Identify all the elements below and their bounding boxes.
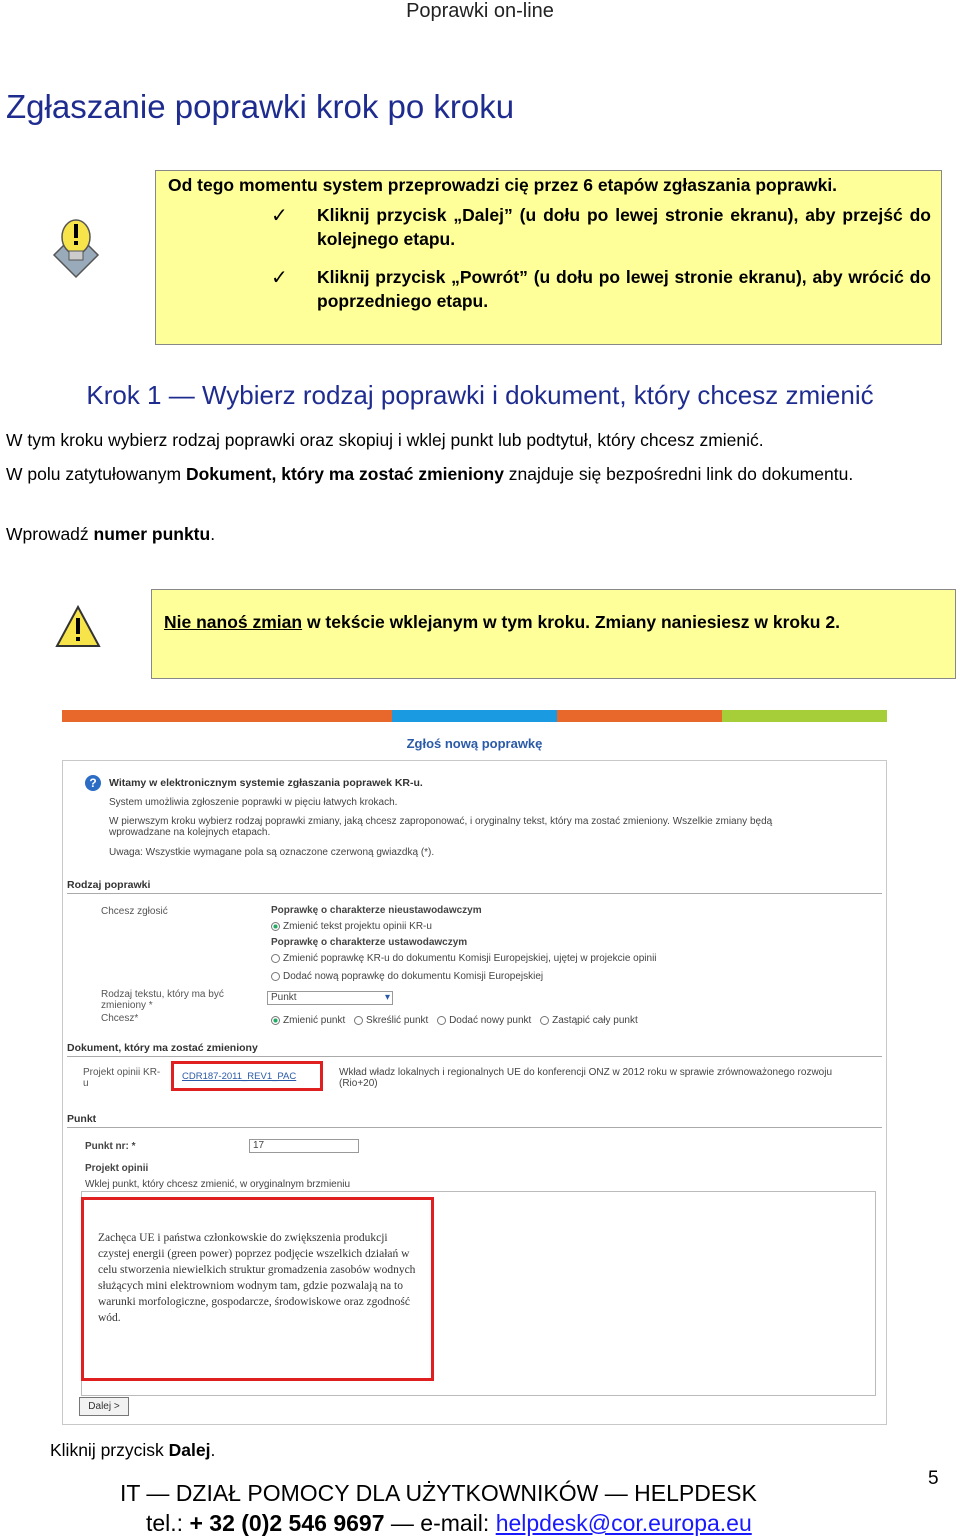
radio-label: Dodać nową poprawkę do dokumentu Komisji Europejskiej xyxy=(283,971,544,982)
page-number: 5 xyxy=(928,1468,939,1489)
welcome-line: W pierwszym kroku wybierz rodzaj poprawki zmiany, jaką chcesz zaproponować, i oryginalny tekst, który ma zostać zmieniony. Wszelkie zmiany będą wprowadzane na kolejnych etapach. xyxy=(109,816,773,838)
radio-button[interactable] xyxy=(354,1016,363,1025)
text: tel.: xyxy=(146,1510,190,1536)
bar-segment xyxy=(557,710,722,722)
caption xyxy=(50,1440,215,1461)
phone-number: + 32 (0)2 546 9697 xyxy=(189,1510,385,1536)
field-label: Rodzaj tekstu, który ma być zmieniony * xyxy=(101,989,224,1011)
step-heading: Krok 1 — Wybierz rodzaj poprawki i dokument, który chcesz zmienić xyxy=(86,380,874,410)
paragraph-number xyxy=(6,522,942,546)
field-label: Chcesz* xyxy=(101,1013,139,1024)
warning-icon xyxy=(55,604,101,650)
radio-label: Zmienić tekst projektu opinii KR-u xyxy=(283,921,432,932)
bar-segment xyxy=(62,710,227,722)
text: — e-mail: xyxy=(384,1510,496,1536)
radio-label: Zmienić punkt xyxy=(283,1015,346,1026)
paste-hint: Wklej punkt, który chcesz zmienić, w oryginalnym brzmieniu xyxy=(85,1179,351,1190)
radio-label: Zmienić poprawkę KR-u do dokumentu Komisji Europejskiej, ujętej w projekcie opinii xyxy=(283,953,657,964)
text: Wprowadź xyxy=(6,524,94,544)
radio-button[interactable] xyxy=(271,972,280,981)
radio-button[interactable] xyxy=(540,1016,549,1025)
radio-label: Zastąpić cały punkt xyxy=(552,1015,638,1026)
radio-button[interactable] xyxy=(437,1016,446,1025)
welcome-line: System umożliwia zgłoszenie poprawki w pięciu łatwych krokach. xyxy=(109,797,398,808)
document-description: Wkład władz lokalnych i regionalnych UE do konferencji ONZ w 2012 roku w sprawie zrównoważonego rozwoju (Rio+20) xyxy=(339,1067,833,1089)
bold-text: Dokument, który ma zostać zmieniony xyxy=(185,464,504,484)
warning-note xyxy=(151,589,956,679)
text: W polu zatytułowanym xyxy=(6,464,186,484)
checkmark-icon: ✓ xyxy=(271,267,288,289)
bold-text: Dalej xyxy=(168,1440,211,1460)
section-point: Punkt xyxy=(67,1113,882,1128)
text-type-select[interactable] xyxy=(267,991,393,1005)
info-note xyxy=(155,170,942,345)
text: Kliknij przycisk xyxy=(50,1440,169,1460)
section-document: Dokument, który ma zostać zmieniony xyxy=(67,1042,882,1057)
pasted-text-highlight[interactable] xyxy=(81,1197,434,1381)
note-item-next xyxy=(271,203,931,251)
radio-label: Skreślić punkt xyxy=(366,1015,429,1026)
radio-button[interactable] xyxy=(271,1016,280,1025)
paragraph-document xyxy=(6,462,942,486)
page-header: Poprawki on-line xyxy=(406,0,554,22)
note-item-back xyxy=(271,265,931,313)
help-icon: ? xyxy=(85,775,101,791)
text: . xyxy=(210,1440,216,1460)
note-intro: Od tego momentu system przeprowadzi cię przez 6 etapów zgłaszania poprawki. xyxy=(168,175,838,195)
next-button[interactable]: Dalej > xyxy=(79,1397,129,1416)
radio-button[interactable] xyxy=(271,954,280,963)
point-number-input[interactable]: 17 xyxy=(249,1139,359,1153)
radio-label: Dodać nowy punkt xyxy=(449,1015,532,1026)
footer-line: IT — DZIAŁ POMOCY DLA UŻYTKOWNIKÓW — HELPDESK xyxy=(120,1480,757,1506)
text: w tekście wklejanym w tym kroku. Zmiany naniesiesz w kroku 2. xyxy=(302,612,840,632)
chevron-down-icon: ▾ xyxy=(384,992,390,1003)
checkmark-icon: ✓ xyxy=(271,205,288,227)
bold-text: numer punktu xyxy=(93,524,211,544)
radio-button[interactable] xyxy=(271,922,280,931)
tip-lightbulb-icon xyxy=(50,215,102,287)
option-group-heading: Poprawkę o charakterze ustawodawczym xyxy=(271,937,468,948)
section-amendment-type: Rodzaj poprawki xyxy=(67,879,882,894)
paragraph-step: W tym kroku wybierz rodzaj poprawki oraz skopiuj i wklej punkt lub podtytuł, który chcesz zmienić. xyxy=(6,430,764,450)
form-title: Zgłoś nową poprawkę xyxy=(406,736,543,751)
bar-segment xyxy=(392,710,557,722)
option-group-heading: Poprawkę o charakterze nieustawodawczym xyxy=(271,905,482,916)
warning-text xyxy=(152,590,955,634)
text: znajduje się bezpośredni link do dokumentu. xyxy=(503,464,854,484)
radio-option[interactable] xyxy=(271,921,432,932)
form-panel xyxy=(62,760,887,1425)
text: . xyxy=(210,524,216,544)
action-radio-group xyxy=(271,1015,638,1026)
radio-option[interactable] xyxy=(271,971,543,982)
page-title: Zgłaszanie poprawki krok po kroku xyxy=(6,88,515,125)
color-bar xyxy=(62,710,887,722)
field-label: Projekt opinii KR-u xyxy=(83,1067,161,1089)
document-highlight-box xyxy=(171,1061,323,1091)
pasted-text: Zachęca UE i państwa członkowskie do zwiększenia produkcji czystej energii (green power) poprzez podjęcie wszelkich działań w celu stworzenia niewielkich struktur gromadzenia zasobów wodnych służących mini elektrowniom wodnym tam, gdzie pozwalają na to warunki morfologiczne, gospodarcze, środowiskowe oraz zgodność wód. xyxy=(98,1232,416,1324)
radio-option[interactable] xyxy=(271,953,657,964)
document-link[interactable]: CDR187-2011_REV1_PAC xyxy=(182,1071,297,1082)
field-label: Chcesz zgłosić xyxy=(101,906,168,917)
welcome-title: Witamy w elektronicznym systemie zgłaszania poprawek KR-u. xyxy=(109,777,423,789)
bar-segment xyxy=(722,710,887,722)
select-value: Punkt xyxy=(271,992,297,1003)
bar-segment xyxy=(227,710,392,722)
note-item-text: Kliknij przycisk „Powrót” (u dołu po lewej stronie ekranu), aby wrócić do poprzedniego etapu. xyxy=(317,267,931,311)
field-label: Punkt nr: * xyxy=(85,1141,136,1152)
field-label: Projekt opinii xyxy=(85,1163,149,1174)
underlined-text: Nie nanoś zmian xyxy=(164,612,303,632)
email-link[interactable]: helpdesk@cor.europa.eu xyxy=(495,1510,752,1536)
app-screenshot xyxy=(62,710,887,1425)
footer-contact xyxy=(146,1510,752,1537)
welcome-note: Uwaga: Wszystkie wymagane pola są oznaczone czerwoną gwiazdką (*). xyxy=(109,847,435,858)
note-item-text: Kliknij przycisk „Dalej” (u dołu po lewej stronie ekranu), aby przejść do kolejnego etapu. xyxy=(317,205,931,249)
